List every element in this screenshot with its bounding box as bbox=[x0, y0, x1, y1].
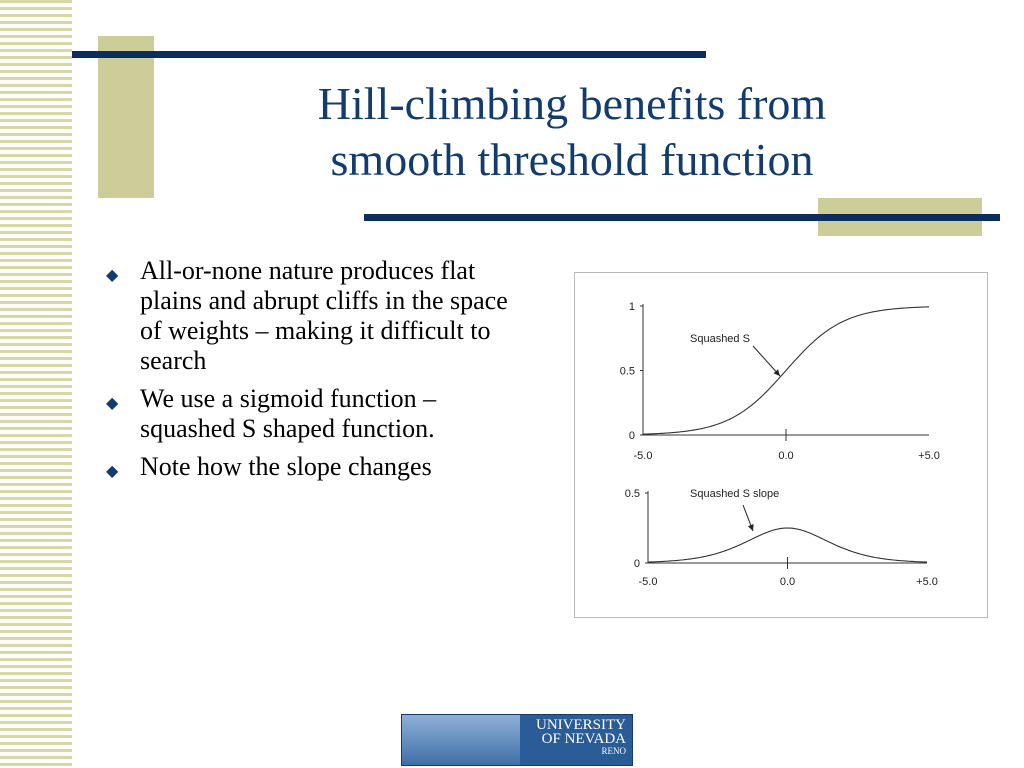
x-tick-label: -5.0 bbox=[638, 576, 658, 588]
diamond-icon: ◆ bbox=[106, 395, 119, 412]
y-tick-label: 0.5 bbox=[624, 488, 640, 500]
y-tick-label: 1 bbox=[628, 301, 635, 313]
campus-illustration bbox=[402, 715, 520, 765]
diamond-icon: ◆ bbox=[106, 463, 119, 480]
logo-line-university: UNIVERSITY bbox=[536, 717, 626, 733]
title-rule-bottom bbox=[364, 214, 1000, 221]
curve-line bbox=[648, 528, 927, 562]
bullet-item bbox=[104, 452, 524, 482]
curve-line bbox=[643, 307, 929, 434]
bullet-list bbox=[104, 256, 524, 490]
x-tick-label: +5.0 bbox=[916, 576, 938, 588]
bullet-item bbox=[104, 256, 524, 376]
sigmoid-plots bbox=[575, 273, 987, 617]
x-tick-label: +5.0 bbox=[918, 450, 940, 462]
sigmoid-figure bbox=[574, 272, 988, 618]
bullet-text: Note how the slope changes bbox=[140, 452, 432, 481]
university-logo bbox=[401, 714, 633, 766]
title-rule-top bbox=[72, 51, 706, 58]
y-tick-label: 0 bbox=[633, 558, 640, 570]
curve-annotation: Squashed S bbox=[690, 333, 750, 345]
decorative-block-left bbox=[98, 36, 154, 198]
logo-text bbox=[536, 718, 626, 756]
curve-annotation: Squashed S slope bbox=[690, 488, 780, 500]
x-tick-label: 0.0 bbox=[779, 576, 796, 588]
logo-line-reno: RENO bbox=[601, 746, 626, 756]
bullet-text: All-or-none nature produces flat plains and abrupt cliffs in the space of weights – making it difficult to search bbox=[140, 256, 508, 375]
x-tick-label: -5.0 bbox=[633, 450, 653, 462]
bullet-item bbox=[104, 384, 524, 444]
slide-title-line1: Hill-climbing benefits from bbox=[317, 78, 827, 129]
slide-title bbox=[222, 76, 922, 188]
side-stripe-decoration bbox=[0, 0, 72, 768]
diamond-icon: ◆ bbox=[106, 267, 119, 284]
x-tick-label: 0.0 bbox=[778, 450, 794, 462]
logo-line-of-nevada: OF NEVADA bbox=[541, 731, 626, 747]
y-tick-label: 0.5 bbox=[619, 365, 635, 378]
y-tick-label: 0 bbox=[628, 430, 635, 442]
slide-title-line2: smooth threshold function bbox=[330, 134, 814, 185]
bullet-text: We use a sigmoid function – squashed S shaped function. bbox=[140, 384, 437, 443]
